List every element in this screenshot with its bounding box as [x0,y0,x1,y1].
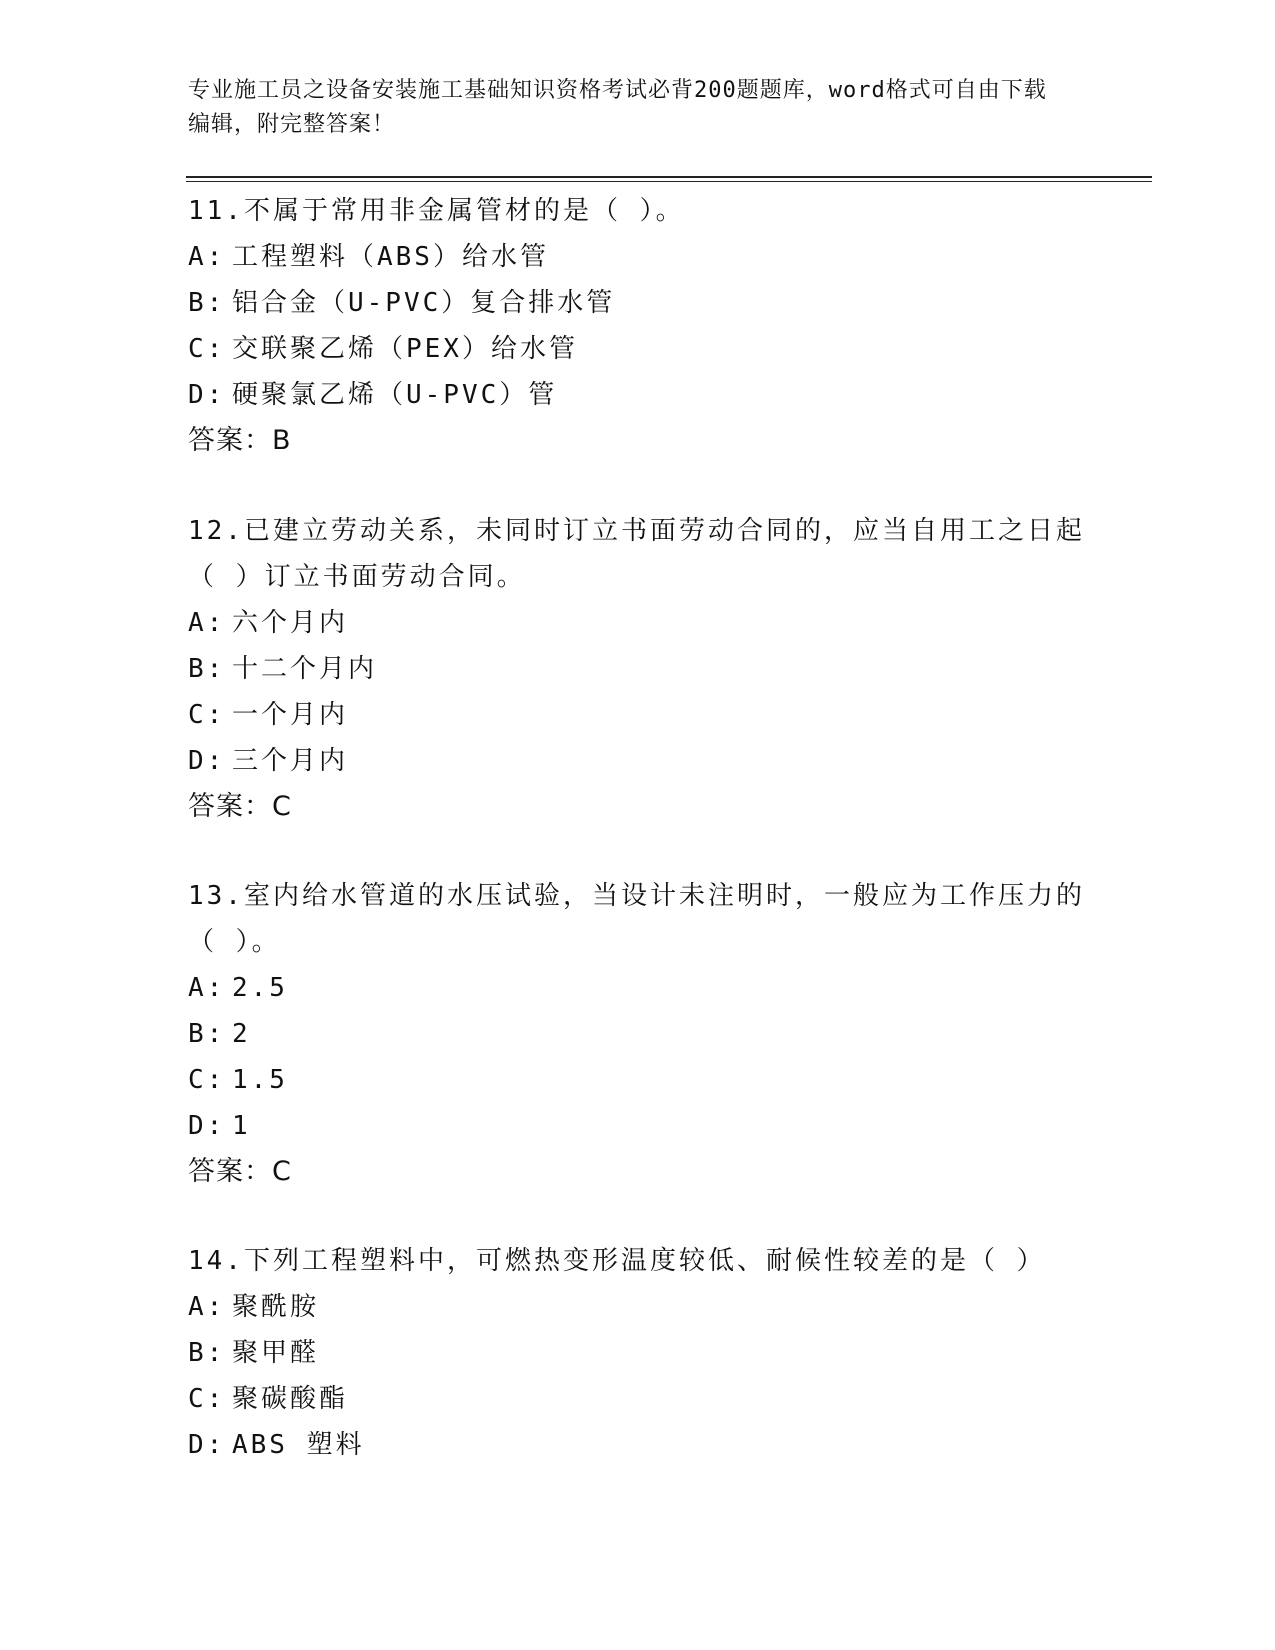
option-text: 2 [232,1019,251,1049]
question-stem [188,873,1088,965]
answer-value: B [272,425,292,456]
option-c [188,1057,1088,1103]
option-text: 一个月内 [232,700,349,730]
option-letter: D: [188,1111,226,1141]
question-number: 12. [188,516,244,546]
option-a [188,600,1088,646]
option-b [188,280,1088,326]
question-stem [188,188,1088,234]
answer-label: 答案： [188,425,272,456]
option-b [188,646,1088,692]
option-letter: A: [188,973,226,1003]
option-letter: B: [188,1338,226,1368]
question-text: 下列工程塑料中，可燃热变形温度较低、耐候性较差的是（ ） [243,1246,1046,1276]
question-11 [188,188,1088,464]
question-text: 室内给水管道的水压试验，当设计未注明时，一般应为工作压力的（ ）。 [188,881,1085,957]
option-letter: C: [188,1065,226,1095]
option-text: ABS 塑料 [232,1430,365,1460]
option-d [188,1422,1088,1468]
option-a [188,1284,1088,1330]
option-letter: B: [188,288,226,318]
option-text: 十二个月内 [232,654,378,684]
option-text: 1 [232,1111,251,1141]
question-14 [188,1238,1088,1468]
option-text: 交联聚乙烯（PEX）给水管 [232,334,578,364]
option-text: 聚碳酸酯 [232,1384,349,1414]
option-letter: D: [188,380,226,410]
option-letter: B: [188,1019,226,1049]
option-b [188,1011,1088,1057]
option-letter: A: [188,242,226,272]
header-divider-top [186,176,1152,178]
question-number: 11. [188,196,244,226]
question-text: 不属于常用非金属管材的是（ ）。 [243,196,685,226]
option-letter: C: [188,334,226,364]
question-number: 14. [188,1246,244,1276]
option-b [188,1330,1088,1376]
option-text: 工程塑料（ABS）给水管 [232,242,549,272]
option-text: 聚酰胺 [232,1292,320,1322]
option-d [188,1103,1088,1149]
question-stem [188,508,1088,600]
question-text: 已建立劳动关系，未同时订立书面劳动合同的，应当自用工之日起（ ）订立书面劳动合同。 [188,516,1085,592]
option-letter: C: [188,1384,226,1414]
option-letter: D: [188,1430,226,1460]
option-text: 聚甲醛 [232,1338,320,1368]
option-text: 六个月内 [232,608,349,638]
option-c [188,326,1088,372]
option-text: 铝合金（U-PVC）复合排水管 [232,288,616,318]
question-12 [188,508,1088,830]
option-a [188,965,1088,1011]
option-c [188,1376,1088,1422]
option-d [188,372,1088,418]
option-a [188,234,1088,280]
question-stem [188,1238,1088,1284]
question-13 [188,873,1088,1195]
answer-label: 答案： [188,791,272,822]
option-letter: C: [188,700,226,730]
answer-line [188,418,1088,464]
option-letter: A: [188,1292,226,1322]
answer-value: C [272,791,292,822]
option-text: 2.5 [232,973,288,1003]
header-divider-bottom [186,181,1152,182]
option-letter: A: [188,608,226,638]
question-number: 13. [188,881,244,911]
option-letter: D: [188,746,226,776]
option-d [188,738,1088,784]
option-text: 硬聚氯乙烯（U-PVC）管 [232,380,558,410]
answer-value: C [272,1156,292,1187]
answer-line [188,1149,1088,1195]
option-letter: B: [188,654,226,684]
answer-label: 答案： [188,1156,272,1187]
option-text: 三个月内 [232,746,349,776]
option-text: 1.5 [232,1065,288,1095]
document-intro: 专业施工员之设备安装施工基础知识资格考试必背200题题库，word格式可自由下载编辑，附完整答案！ [188,78,1047,137]
answer-line [188,784,1088,830]
option-c [188,692,1088,738]
